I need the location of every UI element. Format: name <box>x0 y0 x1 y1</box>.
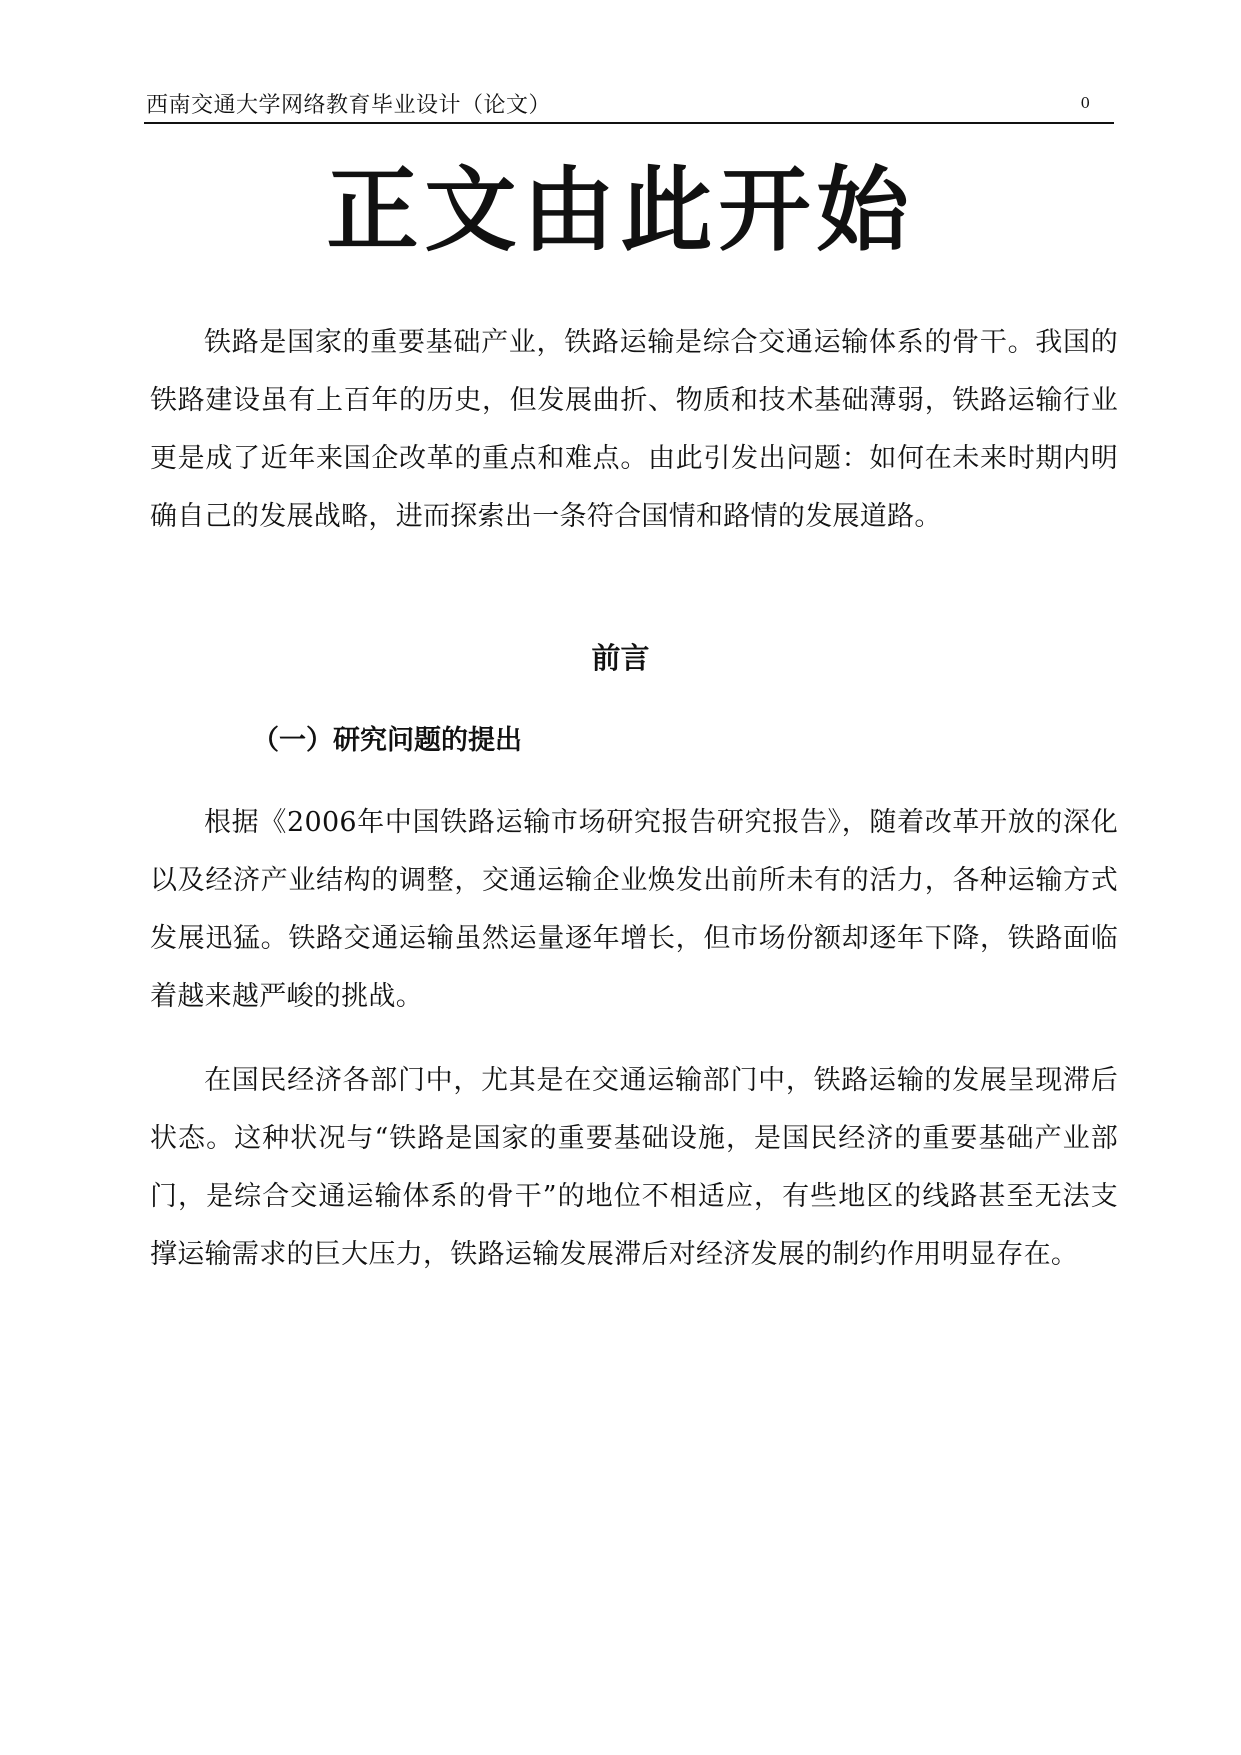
intro-paragraph: 铁路是国家的重要基础产业，铁路运输是综合交通运输体系的骨干。我国的铁路建设虽有上百年的历史，但发展曲折、物质和技术基础薄弱，铁路运输行业更是成了近年来国企改革的重点和难点。由此引发出问题：如何在未来时期内明确自己的发展战略，进而探索出一条符合国情和路情的发展道路。 <box>150 327 1118 532</box>
body-paragraph: 根据《2006年中国铁路运输市场研究报告研究报告》，随着改革开放的深化以及经济产业结构的调整，交通运输企业焕发出前所未有的活力，各种运输方式发展迅猛。铁路交通运输虽然运量逐年增长，但市场份额却逐年下降，铁路面临着越来越严峻的挑战。 <box>150 807 1118 1012</box>
body-paragraph: 在国民经济各部门中，尤其是在交通运输部门中，铁路运输的发展呈现滞后状态。这种状况与“铁路是国家的重要基础设施，是国民经济的重要基础产业部门，是综合交通运输体系的骨干”的地位不相适应，有些地区的线路甚至无法支撑运输需求的巨大压力，铁路运输发展滞后对经济发展的制约作用明显存在。 <box>150 1065 1118 1270</box>
header-title: 西南交通大学网络教育毕业设计（论文） <box>146 93 552 118</box>
section-heading: 前言 <box>591 641 650 675</box>
section-subheading: （一）研究问题的提出 <box>252 725 522 756</box>
page-number: 0 <box>1080 94 1090 112</box>
page-header <box>144 84 1114 124</box>
main-title: 正文由此开始 <box>326 156 915 264</box>
